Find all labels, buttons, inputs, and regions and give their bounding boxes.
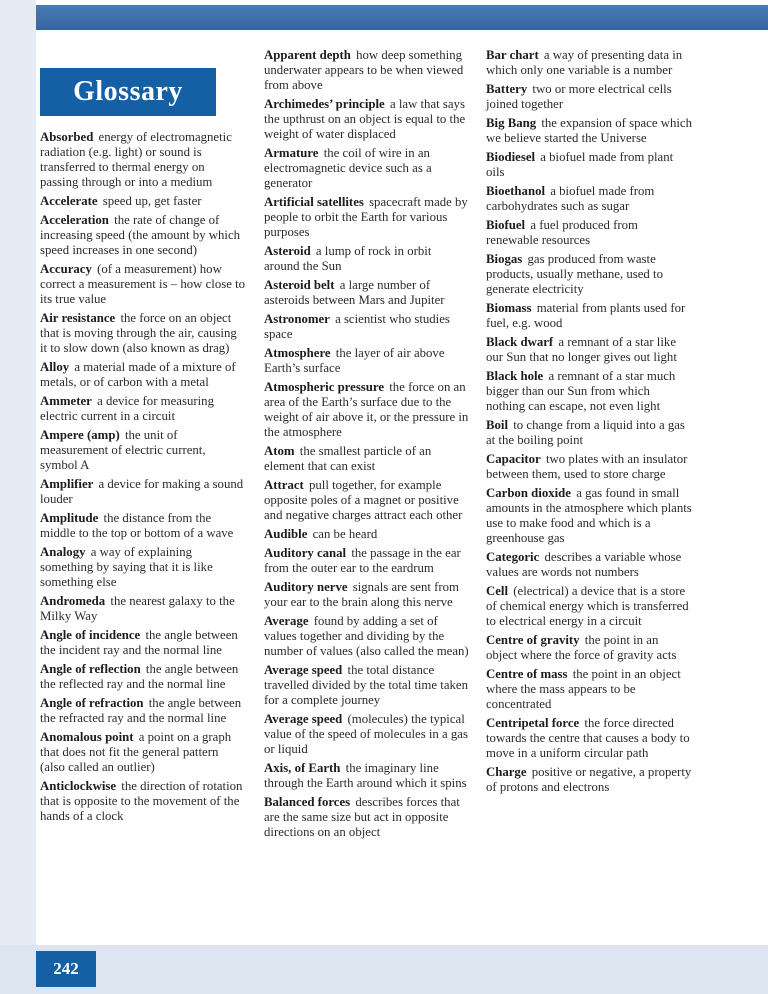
glossary-term: Bioethanol — [486, 184, 546, 198]
glossary-definition: the nearest galaxy to the Milky Way — [40, 594, 235, 623]
glossary-entry — [486, 335, 692, 365]
glossary-entry — [40, 545, 246, 590]
glossary-definition: a fuel produced from renewable resources — [486, 218, 638, 247]
glossary-definition: a way of explaining something by saying that it is like something else — [40, 545, 213, 589]
glossary-column-3 — [486, 48, 692, 799]
glossary-definition: the unit of measurement of electric current, symbol A — [40, 428, 206, 472]
glossary-term: Acceleration — [40, 213, 109, 227]
glossary-entry — [264, 614, 470, 659]
glossary-definition: describes forces that are the same size but act in opposite directions on an object — [264, 795, 460, 839]
glossary-definition: the smallest particle of an element that can exist — [264, 444, 432, 473]
glossary-term: Alloy — [40, 360, 70, 374]
glossary-definition: the force directed towards the centre that causes a body to move in a uniform circular path — [486, 716, 690, 760]
glossary-term: Battery — [486, 82, 528, 96]
glossary-entry — [486, 486, 692, 546]
glossary-term: Anomalous point — [40, 730, 134, 744]
glossary-term: Attract — [264, 478, 304, 492]
glossary-entry — [40, 477, 246, 507]
glossary-term: Cell — [486, 584, 509, 598]
glossary-definition: a device for measuring electric current in a circuit — [40, 394, 214, 423]
glossary-term: Amplifier — [40, 477, 94, 491]
glossary-definition: two plates with an insulator between them, used to store charge — [486, 452, 688, 481]
glossary-term: Big Bang — [486, 116, 537, 130]
glossary-entry — [486, 116, 692, 146]
glossary-entry — [486, 633, 692, 663]
glossary-entry — [486, 369, 692, 414]
glossary-term: Average speed — [264, 663, 343, 677]
glossary-entry — [40, 194, 246, 209]
glossary-term: Average speed — [264, 712, 343, 726]
glossary-term-note: (molecules) — [347, 712, 408, 726]
glossary-entry — [486, 550, 692, 580]
glossary-entry — [40, 511, 246, 541]
glossary-definition: the force on an object that is moving through the air, causing it to slow down (also known as drag) — [40, 311, 237, 355]
glossary-definition: a law that says the upthrust on an object is equal to the weight of water displaced — [264, 97, 466, 141]
glossary-definition: the direction of rotation that is opposite to the movement of the hands of a clock — [40, 779, 243, 823]
glossary-entry — [264, 712, 470, 757]
glossary-term: Biofuel — [486, 218, 526, 232]
glossary-term-note: (of a measurement) — [97, 262, 197, 276]
glossary-term: Ammeter — [40, 394, 92, 408]
glossary-definition: a point on a graph that does not fit the general pattern (also called an outlier) — [40, 730, 232, 774]
glossary-definition: a gas found in small amounts in the atmosphere which plants use to make food and which is a greenhouse gas — [486, 486, 692, 545]
left-margin-strip — [0, 0, 36, 994]
glossary-column-1 — [40, 130, 246, 828]
glossary-term: Bar chart — [486, 48, 539, 62]
glossary-term: Auditory canal — [264, 546, 347, 560]
glossary-term: Centripetal force — [486, 716, 580, 730]
glossary-entry — [40, 779, 246, 824]
glossary-definition: the expansion of space which we believe started the Universe — [486, 116, 693, 145]
glossary-definition: a device that is a store of chemical energy which is transferred to electrical energy in a circuit — [486, 584, 689, 628]
glossary-entry — [264, 663, 470, 708]
glossary-entry — [264, 346, 470, 376]
glossary-term: Asteroid — [264, 244, 311, 258]
glossary-definition: the typical value of the speed of molecules in a gas or liquid — [264, 712, 468, 756]
glossary-definition: the layer of air above Earth’s surface — [264, 346, 445, 375]
glossary-entry — [40, 628, 246, 658]
top-header-bar — [36, 5, 768, 30]
page-number-box — [36, 951, 96, 987]
glossary-entry — [264, 761, 470, 791]
glossary-definition: the total distance travelled divided by the total time taken for a complete journey — [264, 663, 468, 707]
bottom-margin-strip — [0, 945, 768, 994]
glossary-term: Astronomer — [264, 312, 330, 326]
glossary-definition: a lump of rock in orbit around the Sun — [264, 244, 432, 273]
glossary-definition: a remnant of a star like our Sun that no longer gives out light — [486, 335, 677, 364]
glossary-definition: the force on an area of the Earth’s surface due to the weight of air above it, or the pressure in the atmosphere — [264, 380, 469, 439]
glossary-term: Absorbed — [40, 130, 94, 144]
page-number: 242 — [53, 959, 79, 978]
glossary-term: Andromeda — [40, 594, 106, 608]
glossary-definition: speed up, get faster — [102, 194, 202, 208]
glossary-definition: the imaginary line through the Earth around which it spins — [264, 761, 467, 790]
glossary-term: Angle of refraction — [40, 696, 144, 710]
glossary-entry — [264, 146, 470, 191]
glossary-term: Black dwarf — [486, 335, 554, 349]
glossary-term: Accelerate — [40, 194, 98, 208]
glossary-entry — [486, 452, 692, 482]
glossary-entry — [486, 252, 692, 297]
glossary-definition: how deep something underwater appears to be when viewed from above — [264, 48, 464, 92]
glossary-term: Armature — [264, 146, 319, 160]
glossary-entry — [264, 195, 470, 240]
glossary-term: Black hole — [486, 369, 544, 383]
glossary-term: Biogas — [486, 252, 523, 266]
glossary-term: Axis, of Earth — [264, 761, 341, 775]
glossary-entry — [486, 184, 692, 214]
glossary-term: Archimedes’ principle — [264, 97, 385, 111]
glossary-definition: found by adding a set of values together and dividing by the number of values (also called the mean) — [264, 614, 469, 658]
glossary-entry — [40, 730, 246, 775]
glossary-term: Average — [264, 614, 309, 628]
glossary-entry — [264, 795, 470, 840]
glossary-entry — [486, 418, 692, 448]
glossary-definition: the passage in the ear from the outer ear to the eardrum — [264, 546, 461, 575]
glossary-term: Analogy — [40, 545, 86, 559]
glossary-definition: the angle between the reflected ray and the normal line — [40, 662, 239, 691]
glossary-term: Auditory nerve — [264, 580, 348, 594]
glossary-entry — [264, 546, 470, 576]
glossary-definition: signals are sent from your ear to the brain along this nerve — [264, 580, 459, 609]
glossary-column-2 — [264, 48, 470, 844]
glossary-term: Atmospheric pressure — [264, 380, 385, 394]
glossary-term: Charge — [486, 765, 527, 779]
glossary-entry — [264, 244, 470, 274]
glossary-definition: the point in an object where the force of gravity acts — [486, 633, 677, 662]
glossary-definition: a material made of a mixture of metals, or of carbon with a metal — [40, 360, 236, 389]
page-title: Glossary — [73, 76, 183, 107]
glossary-definition: the angle between the incident ray and the normal line — [40, 628, 238, 657]
glossary-entry — [264, 527, 470, 542]
glossary-entry — [486, 716, 692, 761]
glossary-definition: the distance from the middle to the top or bottom of a wave — [40, 511, 234, 540]
glossary-entry — [40, 213, 246, 258]
glossary-entry — [264, 380, 470, 440]
glossary-definition: positive or negative, a property of protons and electrons — [486, 765, 692, 794]
glossary-entry — [486, 48, 692, 78]
glossary-definition: energy of electromagnetic radiation (e.g. light) or sound is transferred to thermal energy on passing through or into a medium — [40, 130, 232, 189]
glossary-definition: describes a variable whose values are words not numbers — [486, 550, 682, 579]
glossary-entry — [264, 444, 470, 474]
glossary-definition: the point in an object where the mass appears to be concentrated — [486, 667, 681, 711]
glossary-entry — [486, 218, 692, 248]
glossary-definition: a large number of asteroids between Mars and Jupiter — [264, 278, 445, 307]
glossary-term: Apparent depth — [264, 48, 351, 62]
glossary-definition: a biofuel made from plant oils — [486, 150, 674, 179]
glossary-entry — [40, 594, 246, 624]
glossary-entry — [264, 312, 470, 342]
glossary-entry — [486, 301, 692, 331]
glossary-entry — [40, 262, 246, 307]
glossary-entry — [40, 662, 246, 692]
glossary-term: Atmosphere — [264, 346, 331, 360]
glossary-entry — [264, 278, 470, 308]
glossary-entry — [40, 394, 246, 424]
glossary-definition: gas produced from waste products, usually methane, used to generate electricity — [486, 252, 663, 296]
glossary-term: Centre of mass — [486, 667, 568, 681]
glossary-entry — [264, 478, 470, 523]
glossary-entry — [264, 97, 470, 142]
glossary-term: Atom — [264, 444, 295, 458]
glossary-entry — [486, 150, 692, 180]
glossary-term: Amplitude — [40, 511, 99, 525]
glossary-term: Angle of reflection — [40, 662, 141, 676]
glossary-term: Audible — [264, 527, 308, 541]
glossary-definition: the coil of wire in an electromagnetic device such as a generator — [264, 146, 432, 190]
glossary-term: Biomass — [486, 301, 532, 315]
glossary-term: Angle of incidence — [40, 628, 141, 642]
glossary-term: Biodiesel — [486, 150, 536, 164]
glossary-entry — [40, 360, 246, 390]
glossary-term: Boil — [486, 418, 509, 432]
glossary-entry — [486, 82, 692, 112]
glossary-definition: material from plants used for fuel, e.g. wood — [486, 301, 686, 330]
glossary-term-note: (electrical) — [513, 584, 569, 598]
glossary-term: Ampere (amp) — [40, 428, 120, 442]
glossary-definition: a scientist who studies space — [264, 312, 450, 341]
glossary-title-box — [40, 68, 216, 116]
glossary-entry — [486, 765, 692, 795]
glossary-term: Air resistance — [40, 311, 116, 325]
glossary-definition: pull together, for example opposite poles of a magnet or positive and negative charges attract each other — [264, 478, 463, 522]
glossary-term: Artificial satellites — [264, 195, 364, 209]
glossary-definition: to change from a liquid into a gas at the boiling point — [486, 418, 685, 447]
glossary-entry — [40, 696, 246, 726]
glossary-entry — [486, 667, 692, 712]
glossary-entry — [486, 584, 692, 629]
glossary-definition: a way of presenting data in which only one variable is a number — [486, 48, 683, 77]
glossary-entry — [40, 130, 246, 190]
glossary-entry — [264, 48, 470, 93]
glossary-term: Categoric — [486, 550, 540, 564]
glossary-entry — [264, 580, 470, 610]
glossary-term: Asteroid belt — [264, 278, 335, 292]
glossary-definition: a remnant of a star much bigger than our Sun from which nothing can escape, not even light — [486, 369, 676, 413]
glossary-term: Capacitor — [486, 452, 541, 466]
glossary-definition: the rate of change of increasing speed (the amount by which speed increases in one second) — [40, 213, 241, 257]
glossary-definition: a device for making a sound louder — [40, 477, 244, 506]
glossary-entry — [40, 311, 246, 356]
glossary-definition: two or more electrical cells joined together — [486, 82, 672, 111]
glossary-term: Balanced forces — [264, 795, 351, 809]
glossary-term: Anticlockwise — [40, 779, 117, 793]
glossary-definition: spacecraft made by people to orbit the Earth for various purposes — [264, 195, 468, 239]
glossary-definition: can be heard — [312, 527, 378, 541]
glossary-term: Carbon dioxide — [486, 486, 571, 500]
glossary-definition: the angle between the refracted ray and the normal line — [40, 696, 242, 725]
glossary-term: Accuracy — [40, 262, 92, 276]
glossary-definition: a biofuel made from carbohydrates such as sugar — [486, 184, 655, 213]
glossary-definition: how correct a measurement is – how close to its true value — [40, 262, 246, 306]
glossary-term: Centre of gravity — [486, 633, 580, 647]
glossary-entry — [40, 428, 246, 473]
